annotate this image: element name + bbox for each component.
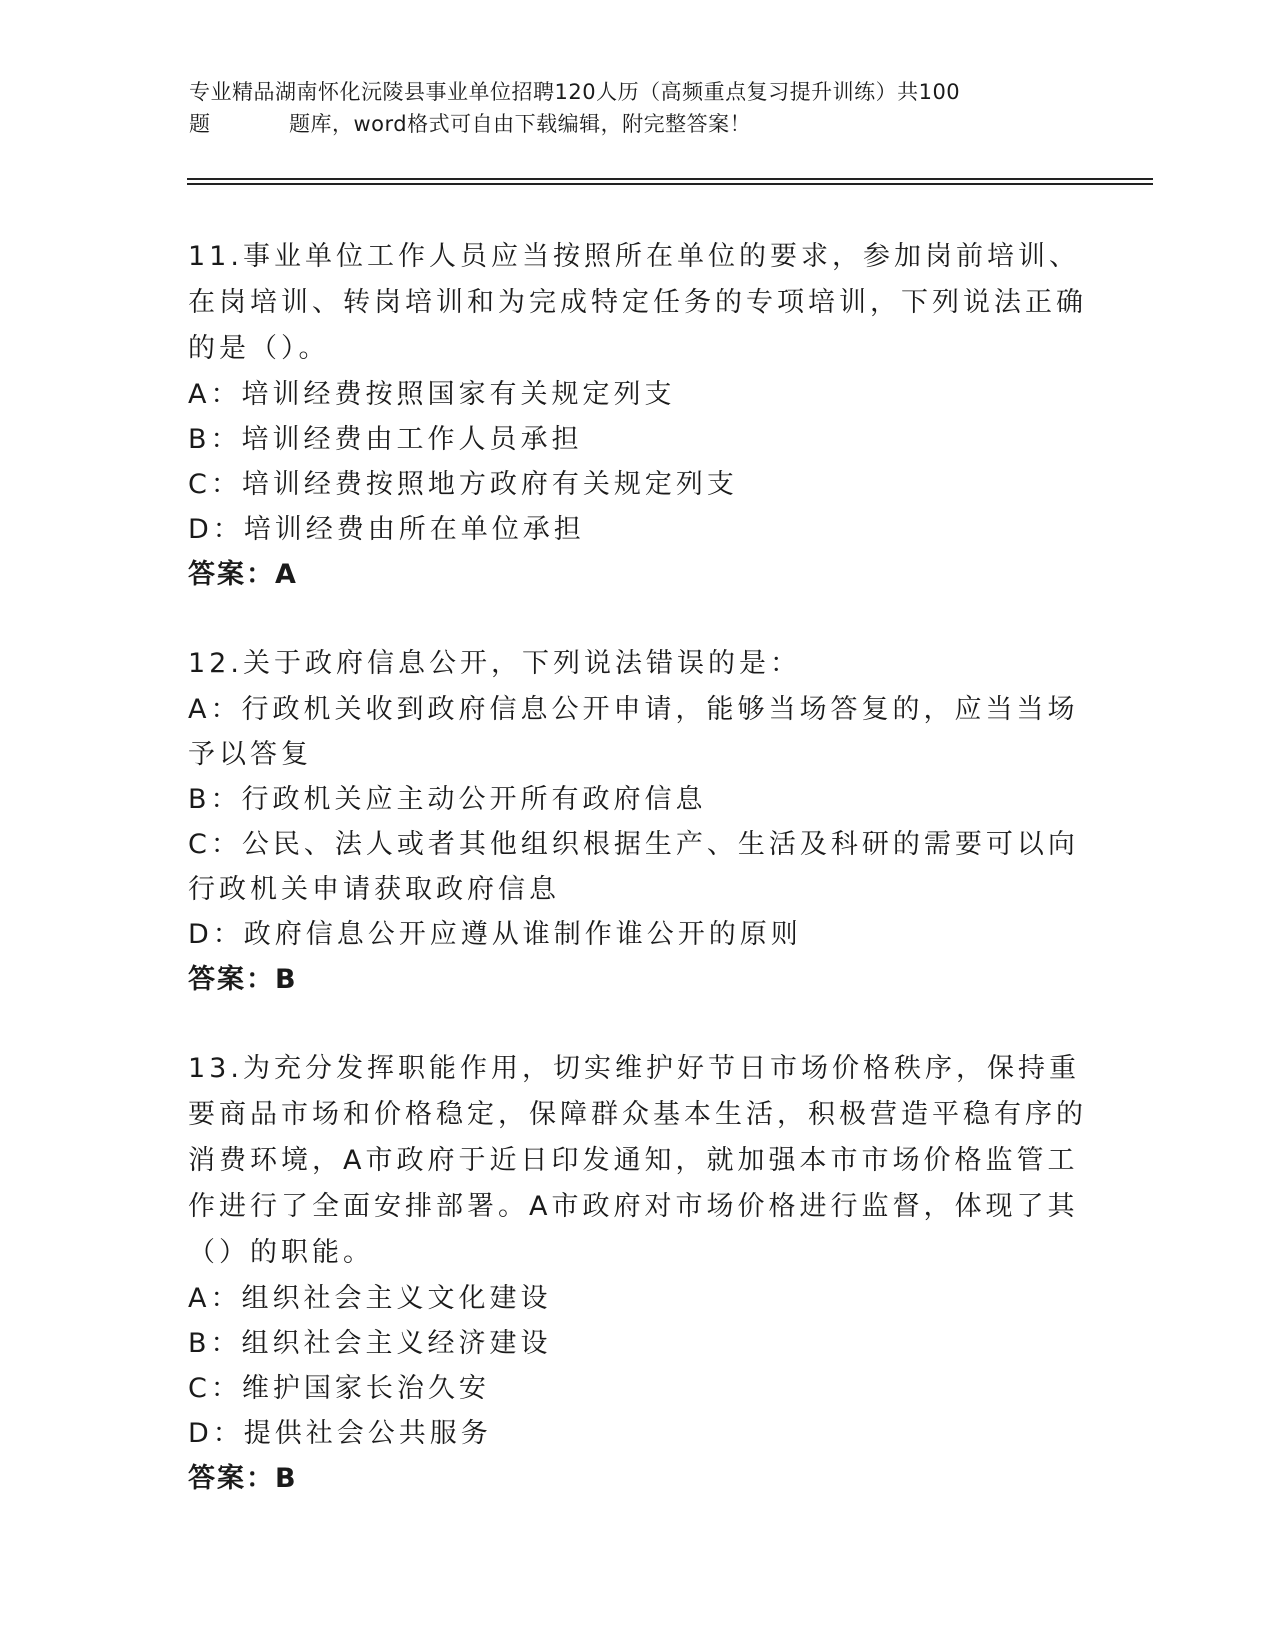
- header-title-line: 专业精品湖南怀化沅陵县事业单位招聘120人历（高频重点复习提升训练）共100: [189, 80, 961, 104]
- question-13: [188, 1046, 1088, 1501]
- document-header: [189, 76, 1089, 140]
- question-answer: 答案：B: [188, 1463, 298, 1494]
- question-stem: 13.为充分发挥职能作用，切实维护好节日市场价格秩序，保持重要商品市场和价格稳定，保障群众基本生活，积极营造平稳有序的消费环境，A市政府于近日印发通知，就加强本市市场价格监管工作进行了全面安排部署。A市政府对市场价格进行监督，体现了其（）的职能。: [188, 1053, 1087, 1268]
- question-option: C：培训经费按照地方政府有关规定列支: [188, 469, 738, 500]
- question-answer: 答案：A: [188, 559, 298, 590]
- question-list: [188, 234, 1088, 1501]
- question-stem: 12.关于政府信息公开，下列说法错误的是：: [188, 648, 801, 679]
- question-12: [188, 641, 1088, 1002]
- header-subtitle-line: [189, 108, 1089, 140]
- header-subtitle-right: 题库，word格式可自由下载编辑，附完整答案！: [289, 112, 752, 136]
- question-option: A：培训经费按照国家有关规定列支: [188, 379, 676, 410]
- question-option: A：行政机关收到政府信息公开申请，能够当场答复的，应当当场予以答复: [188, 694, 1079, 770]
- question-option: B：行政机关应主动公开所有政府信息: [188, 784, 707, 815]
- header-divider-bottom: [187, 183, 1153, 185]
- question-option: A：组织社会主义文化建设: [188, 1283, 552, 1314]
- question-option: C：维护国家长治久安: [188, 1373, 490, 1404]
- question-option: B：组织社会主义经济建设: [188, 1328, 552, 1359]
- question-answer: 答案：B: [188, 964, 298, 995]
- header-divider-top: [187, 178, 1153, 180]
- question-11: [188, 234, 1088, 597]
- question-stem: 11.事业单位工作人员应当按照所在单位的要求，参加岗前培训、在岗培训、转岗培训和为完成特定任务的专项培训，下列说法正确的是（）。: [188, 241, 1087, 364]
- question-option: D：政府信息公开应遵从谁制作谁公开的原则: [188, 919, 802, 950]
- question-option: C：公民、法人或者其他组织根据生产、生活及科研的需要可以向行政机关申请获取政府信息: [188, 829, 1079, 905]
- header-subtitle-left: 题: [189, 112, 211, 136]
- question-option: D：提供社会公共服务: [188, 1418, 492, 1449]
- question-option: B：培训经费由工作人员承担: [188, 424, 583, 455]
- question-option: D：培训经费由所在单位承担: [188, 514, 585, 545]
